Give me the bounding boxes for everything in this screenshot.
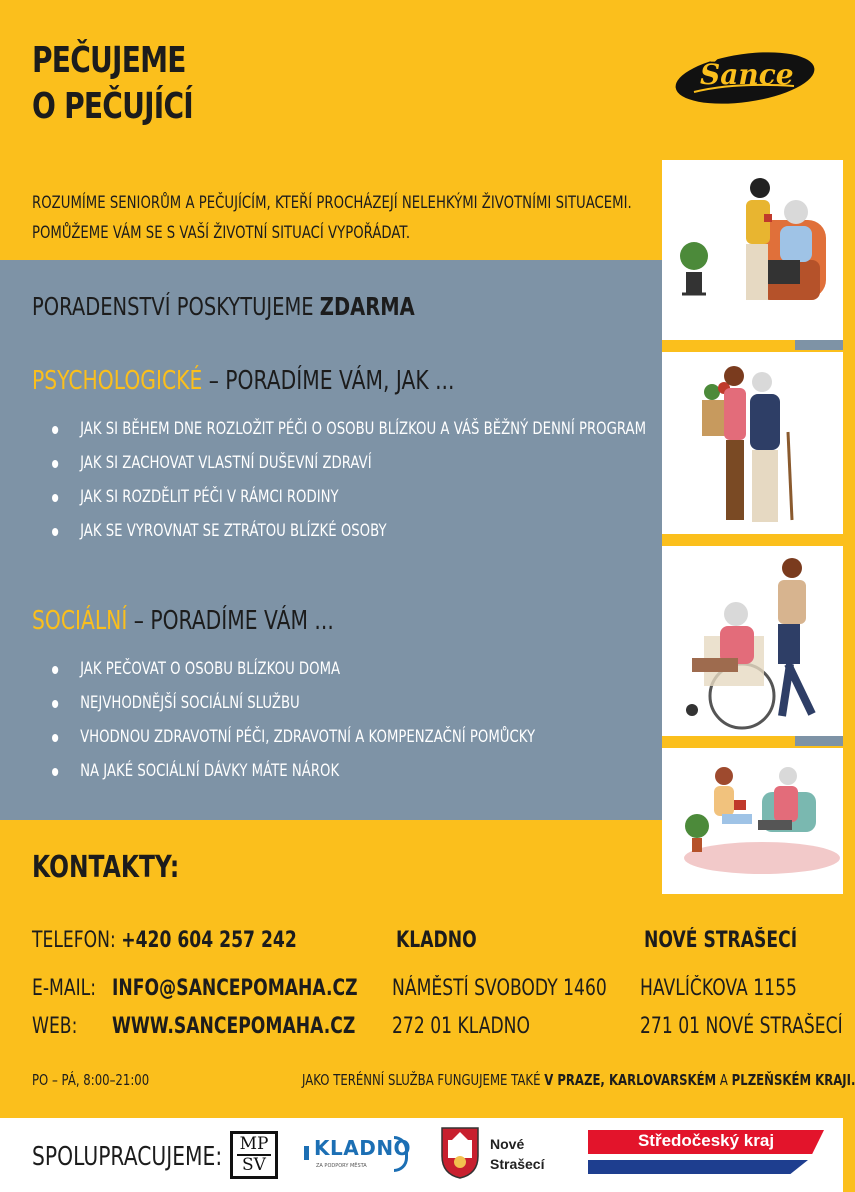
- intro-line-2: POMŮŽEME VÁM SE S VAŠÍ ŽIVOTNÍ SITUACÍ VYPOŘÁDAT.: [32, 223, 411, 243]
- social-heading: [32, 604, 531, 638]
- field-note-prefix: JAKO TERÉNNÍ SLUŽBA FUNGUJEME TAKÉ: [302, 1071, 545, 1089]
- stredo-blue-stripe: [588, 1160, 808, 1174]
- partners-label: SPOLUPRACUJEME:: [32, 1142, 223, 1172]
- office-nove-name: NOVÉ STRAŠECÍ: [644, 928, 798, 953]
- nove-line-2: Strašecí: [490, 1156, 545, 1172]
- psych-heading-rest: – PORADÍME VÁM, JAK ...: [202, 366, 455, 396]
- web-label: WEB:: [32, 1014, 78, 1039]
- title-line-2: O PEČUJÍCÍ: [32, 86, 193, 127]
- list-item: VHODNOU ZDRAVOTNÍ PÉČI, ZDRAVOTNÍ A KOMPENZAČNÍ POMŮCKY: [52, 720, 629, 754]
- list-item: JAK SE VYROVNAT SE ZTRÁTOU BLÍZKÉ OSOBY: [52, 514, 629, 548]
- mpsv-logo: [230, 1131, 278, 1179]
- email-link[interactable]: INFO@SANCEPOMAHA.CZ: [112, 976, 358, 1001]
- stredocesky-kraj-logo: [588, 1130, 824, 1174]
- psych-heading-highlight: PSYCHOLOGICKÉ: [32, 366, 203, 396]
- services-title: [32, 290, 531, 324]
- accent-strip: [795, 340, 843, 350]
- office-kladno-street: NÁMĚSTÍ SVOBODY 1460: [392, 976, 607, 1001]
- office-kladno-city: 272 01 KLADNO: [392, 1014, 531, 1039]
- illustration-reading-together: [662, 748, 843, 894]
- web-link[interactable]: WWW.SANCEPOMAHA.CZ: [112, 1014, 356, 1039]
- accent-strip: [795, 736, 843, 746]
- logo-text: Šance: [700, 58, 794, 91]
- phone-label: TELEFON:: [32, 928, 122, 953]
- stredo-logo-text: Středočeský kraj: [637, 1131, 775, 1150]
- office-kladno-name: KLADNO: [396, 928, 477, 953]
- services-title-bold: ZDARMA: [319, 292, 415, 321]
- email-label: E-MAIL:: [32, 976, 96, 1001]
- stredo-white-stripe: [588, 1154, 814, 1160]
- services-title-prefix: PORADENSTVÍ POSKYTUJEME: [32, 292, 320, 321]
- opening-hours: PO – PÁ, 8:00–21:00: [32, 1071, 150, 1089]
- sance-logo: [674, 46, 816, 106]
- kladno-logo-text: KLADNO: [314, 1136, 412, 1160]
- social-heading-highlight: SOCIÁLNÍ: [32, 606, 128, 636]
- field-note-regions-1: V PRAZE, KARLOVARSKÉM: [544, 1071, 717, 1089]
- field-note-regions-2: PLZEŇSKÉM KRAJI.: [731, 1071, 855, 1089]
- social-heading-rest: – PORADÍME VÁM ...: [127, 606, 334, 636]
- mpsv-logo-bottom: SV: [242, 1155, 266, 1175]
- field-service-note: [302, 1070, 855, 1090]
- page-title: [32, 38, 193, 130]
- kladno-logo: [304, 1132, 412, 1176]
- list-item: JAK SI ZACHOVAT VLASTNÍ DUŠEVNÍ ZDRAVÍ: [52, 446, 629, 480]
- contacts-heading: KONTAKTY:: [32, 850, 180, 885]
- illustration-walking-senior: [662, 352, 843, 534]
- intro-text: [32, 188, 672, 248]
- list-item: JAK PEČOVAT O OSOBU BLÍZKOU DOMA: [52, 652, 629, 686]
- field-note-mid: A: [716, 1071, 732, 1089]
- title-line-1: PEČUJEME: [32, 40, 186, 81]
- list-item: NA JAKÉ SOCIÁLNÍ DÁVKY MÁTE NÁROK: [52, 754, 629, 788]
- kladno-logo-bar: [304, 1146, 309, 1160]
- nove-strasecí-crest-icon: [440, 1126, 480, 1180]
- list-item: JAK SI BĚHEM DNE ROZLOŽIT PÉČI O OSOBU BLÍZKOU A VÁŠ BĚŽNÝ DENNÍ PROGRAM: [52, 412, 629, 446]
- mpsv-logo-top: MP: [239, 1134, 269, 1154]
- intro-line-1: ROZUMÍME SENIORŮM A PEČUJÍCÍM, KTEŘÍ PROCHÁZEJÍ NELEHKÝMI ŽIVOTNÍMI SITUACEMI.: [32, 193, 632, 213]
- nove-line-1: Nové: [490, 1136, 525, 1152]
- illustration-wheelchair: [662, 546, 843, 736]
- list-item: NEJVHODNĚJŠÍ SOCIÁLNÍ SLUŽBU: [52, 686, 629, 720]
- kladno-logo-sub: ZA PODPORY MĚSTA: [316, 1163, 367, 1169]
- office-nove-city: 271 01 NOVÉ STRAŠECÍ: [640, 1014, 843, 1039]
- phone-line: [32, 926, 297, 956]
- illustration-caregiver-tea: [662, 160, 843, 340]
- phone-number[interactable]: +420 604 257 242: [121, 928, 297, 953]
- office-nove-street: HAVLÍČKOVA 1155: [640, 976, 797, 1001]
- nove-strasecí-logo-text: [490, 1134, 544, 1174]
- psych-heading: [32, 364, 531, 398]
- list-item: JAK SI ROZDĚLIT PÉČI V RÁMCI RODINY: [52, 480, 629, 514]
